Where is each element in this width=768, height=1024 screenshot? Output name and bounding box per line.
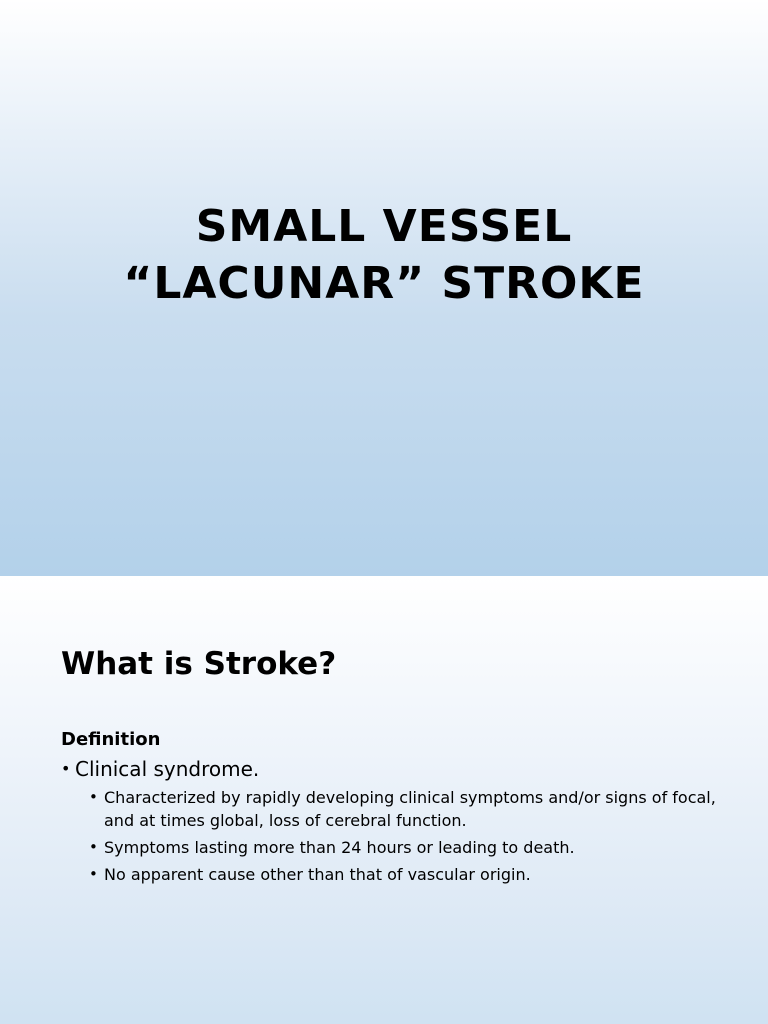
sub-bullet-item: • Symptoms lasting more than 24 hours or leading to death.: [89, 836, 721, 859]
bullet-item: [61, 756, 721, 782]
slide-title: [0, 198, 768, 312]
sub-bullet-group: [61, 786, 721, 886]
content-slide: [0, 576, 768, 1024]
bullet-text: Clinical syndrome.: [75, 757, 260, 781]
sub-bullet-item: • Characterized by rapidly developing clinical symptoms and/or signs of focal, and at times global, loss of cerebral function.: [89, 786, 721, 832]
slide-heading: What is Stroke?: [61, 646, 337, 682]
title-line: “LACUNAR” STROKE: [123, 258, 645, 309]
sub-bullet-item: • No apparent cause other than that of vascular origin.: [89, 863, 721, 886]
definition-subheading: Definition: [61, 729, 161, 750]
title-line: SMALL VESSEL: [195, 201, 573, 252]
slide-content: [61, 642, 721, 890]
bullet-list: [61, 756, 721, 886]
sub-bullet-list: [61, 786, 721, 886]
